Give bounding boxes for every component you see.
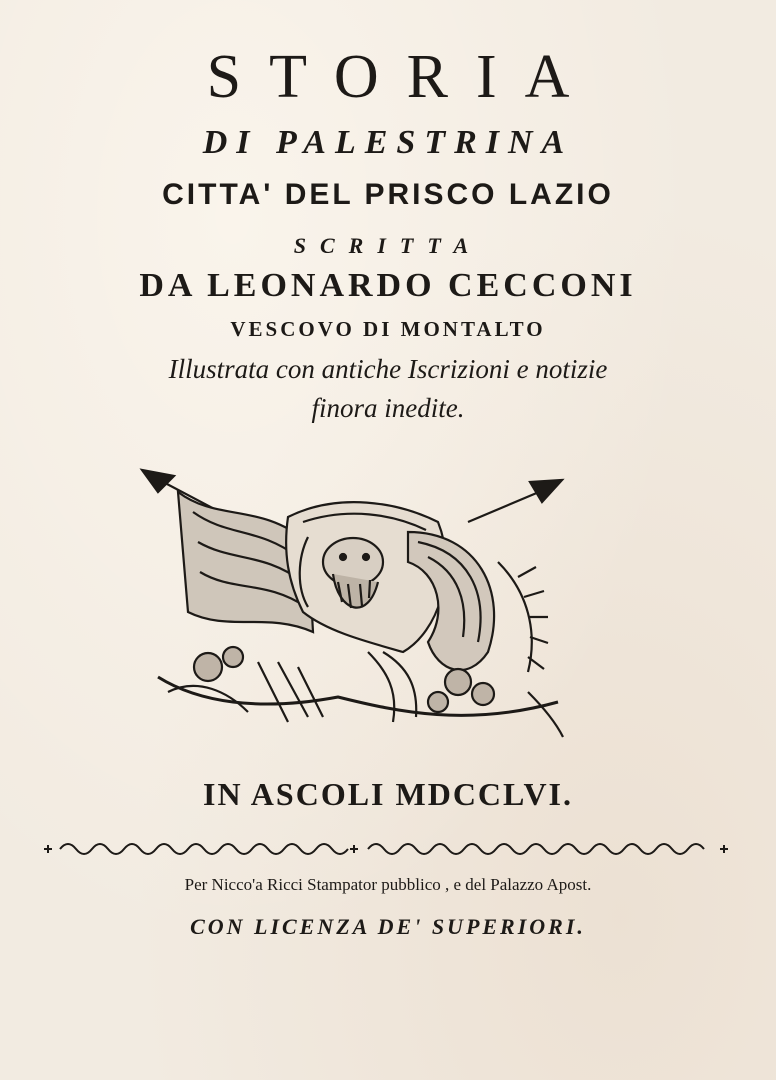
author-role: VESCOVO DI MONTALTO	[230, 317, 546, 341]
subtitle-palestrina: DI PALESTRINA	[202, 124, 574, 161]
subtitle-lazio: CITTA' DEL PRISCO LAZIO	[162, 178, 614, 211]
printer-line: Per Nicco'a Ricci Stampator pubblico , e del Palazzo Apost.	[184, 875, 592, 894]
illustration-note: Illustrata con antiche Iscrizioni e notizie	[168, 354, 608, 384]
river-god-woodcut-icon	[138, 462, 578, 747]
place-and-date: IN ASCOLI MDCCLVI.	[203, 776, 573, 812]
ornamental-border-icon	[40, 836, 736, 862]
written-label: SCRITTA	[293, 233, 483, 258]
license-line: CON LICENZA DE' SUPERIORI.	[190, 914, 586, 939]
book-title: STORIA	[206, 43, 598, 111]
illustration-note-2: finora inedite.	[311, 393, 465, 423]
author-name: DA LEONARDO CECCONI	[139, 267, 637, 304]
